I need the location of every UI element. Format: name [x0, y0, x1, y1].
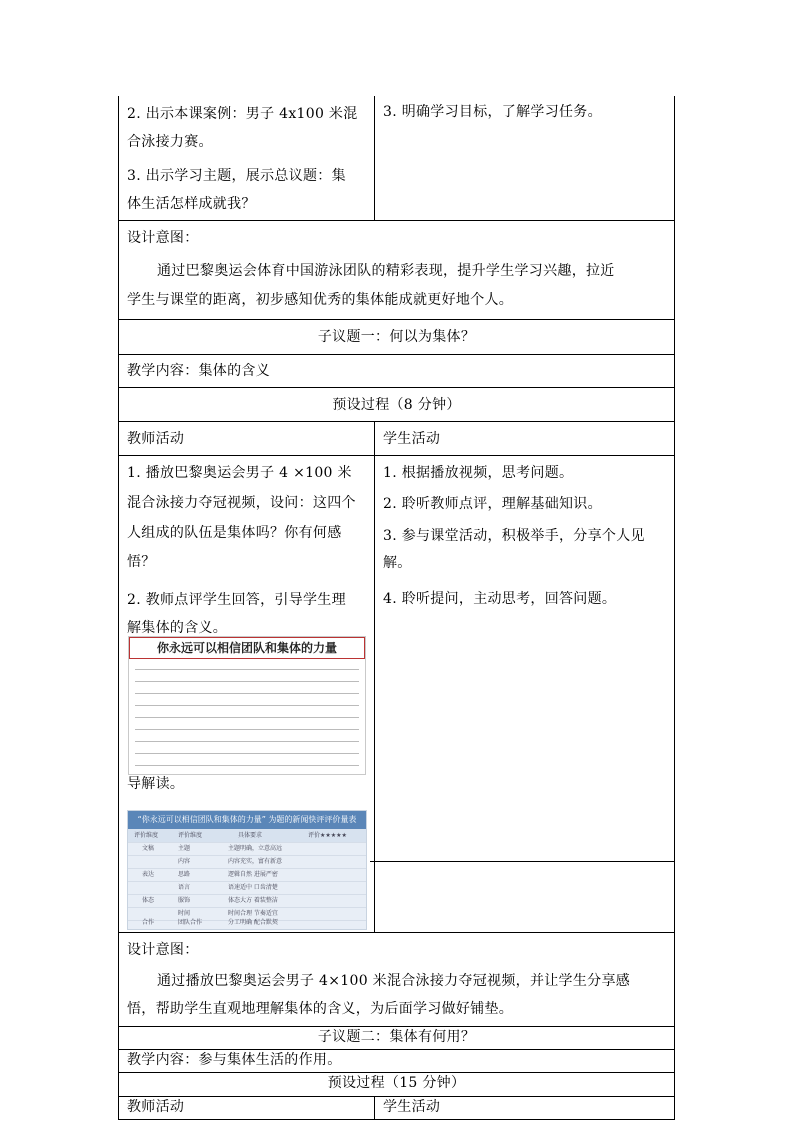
- card-line: [135, 717, 359, 718]
- writing-card-image: [128, 636, 366, 775]
- design-intent-text: 悟，帮助学生直观地理解集体的含义，为后面学习做好铺垫。: [127, 1001, 514, 1017]
- eval-cell: 逻辑自然 进展严密: [228, 871, 278, 878]
- eval-row: [128, 868, 366, 882]
- column-divider: [374, 96, 375, 220]
- teacher-text: 2. 教师点评学生回答，引导学生理: [127, 592, 346, 608]
- design-intent-label: 设计意图：: [127, 942, 199, 958]
- teacher-text: 解集体的含义。: [127, 620, 228, 636]
- teacher-text: 2. 出示本课案例：男子 4x100 米混: [127, 106, 358, 122]
- design-intent-text: 学生与课堂的距离，初步感知优秀的集体能成就更好地个人。: [127, 292, 514, 308]
- table-rule: [118, 220, 675, 221]
- student-text: 1. 根据播放视频，思考问题。: [383, 465, 574, 481]
- eval-cell: 内容充实，富有新意: [228, 858, 283, 865]
- card-line: [135, 741, 359, 742]
- eval-row: [128, 881, 366, 895]
- topic-heading: 子议题一：何以为集体？: [317, 329, 476, 345]
- table-rule: [118, 387, 675, 388]
- teacher-text: 合泳接力赛。: [127, 134, 213, 150]
- eval-cell: 分工明确 配合默契: [228, 919, 278, 926]
- card-line: [135, 693, 359, 694]
- teacher-text: 人组成的队伍是集体吗？你有何感: [127, 525, 342, 541]
- teacher-text: 悟？: [127, 554, 156, 570]
- table-border-left: [118, 96, 119, 1120]
- student-text: 2. 聆听教师点评，理解基础知识。: [383, 496, 602, 512]
- card-line: [135, 681, 359, 682]
- table-rule: [118, 354, 675, 355]
- eval-cell: 评价维度: [134, 832, 159, 839]
- card-line: [135, 669, 359, 670]
- eval-header-row: [128, 829, 366, 843]
- teaching-content: 教学内容：参与集体生活的作用。: [127, 1052, 342, 1068]
- teacher-text: 1. 播放巴黎奥运会男子 4 ×100 米: [127, 465, 352, 481]
- eval-cell: 时间: [178, 910, 191, 917]
- eval-cell: 主题: [178, 845, 191, 852]
- table-rule: [118, 455, 675, 456]
- eval-row: [128, 916, 366, 929]
- card-line: [135, 753, 359, 754]
- eval-cell: 具体要求: [238, 832, 263, 839]
- student-text: 3. 明确学习目标，了解学习任务。: [383, 104, 602, 120]
- design-intent-label: 设计意图：: [127, 230, 199, 246]
- student-activity-label: 学生活动: [383, 1099, 441, 1115]
- eval-row: [128, 842, 366, 856]
- teacher-activity-label: 教师活动: [127, 1099, 185, 1115]
- eval-cell: 内容: [178, 858, 191, 865]
- process-heading: 预设过程（15 分钟）: [327, 1075, 466, 1091]
- eval-cell: 合作: [142, 919, 155, 926]
- eval-cell: 评价★★★★★: [308, 832, 347, 839]
- eval-cell: 语速适中 口齿清楚: [228, 884, 278, 891]
- eval-cell: 思路: [178, 871, 191, 878]
- eval-cell: 语言: [178, 884, 191, 891]
- student-activity-label: 学生活动: [383, 431, 441, 447]
- student-text: 3. 参与课堂活动，积极举手，分享个人见: [383, 528, 645, 544]
- eval-cell: 评价维度: [178, 832, 203, 839]
- student-text: 解。: [383, 555, 412, 571]
- table-rule: [370, 861, 675, 862]
- eval-cell: 文稿: [142, 845, 155, 852]
- table-rule: [118, 932, 675, 933]
- topic-heading: 子议题二：集体有何用？: [317, 1029, 476, 1045]
- eval-title: “你永远可以相信团队和集体的力量” 为题的新闻快评评价量表: [128, 811, 366, 829]
- teaching-content: 教学内容：集体的含义: [127, 363, 270, 379]
- teacher-text: 3. 出示学习主题，展示总议题：集: [127, 168, 346, 184]
- column-divider: [374, 421, 375, 932]
- eval-row: [128, 855, 366, 869]
- card-line: [135, 705, 359, 706]
- eval-cell: 团队合作: [178, 919, 203, 926]
- eval-cell: 服饰: [178, 897, 191, 904]
- table-rule: [118, 421, 675, 422]
- column-divider: [374, 1096, 375, 1120]
- eval-cell: 体态: [142, 897, 155, 904]
- design-intent-text: 通过播放巴黎奥运会男子 4×100 米混合泳接力夺冠视频，并让学生分享感: [157, 973, 631, 989]
- student-text: 4. 聆听提问，主动思考，回答问题。: [383, 591, 617, 607]
- card-line: [135, 729, 359, 730]
- eval-row: [128, 894, 366, 908]
- table-border-right: [674, 96, 675, 1120]
- teacher-text: 导解读。: [127, 776, 185, 792]
- eval-cell: 时间合理 节奏适宜: [228, 910, 278, 917]
- eval-cell: 体态大方 着装整洁: [228, 897, 278, 904]
- process-heading: 预设过程（8 分钟）: [332, 397, 461, 413]
- design-intent-text: 通过巴黎奥运会体育中国游泳团队的精彩表现，提升学生学习兴趣，拉近: [157, 263, 615, 279]
- evaluation-table-image: [127, 810, 367, 930]
- card-title: 你永远可以相信团队和集体的力量: [129, 637, 365, 659]
- teacher-text: 体生活怎样成就我？: [127, 196, 256, 212]
- teacher-text: 混合泳接力夺冠视频，设问：这四个: [127, 495, 356, 511]
- eval-cell: 表达: [142, 871, 155, 878]
- table-rule: [118, 319, 675, 320]
- eval-cell: 主题明确，立意高远: [228, 845, 283, 852]
- teacher-activity-label: 教师活动: [127, 431, 185, 447]
- card-line: [135, 765, 359, 766]
